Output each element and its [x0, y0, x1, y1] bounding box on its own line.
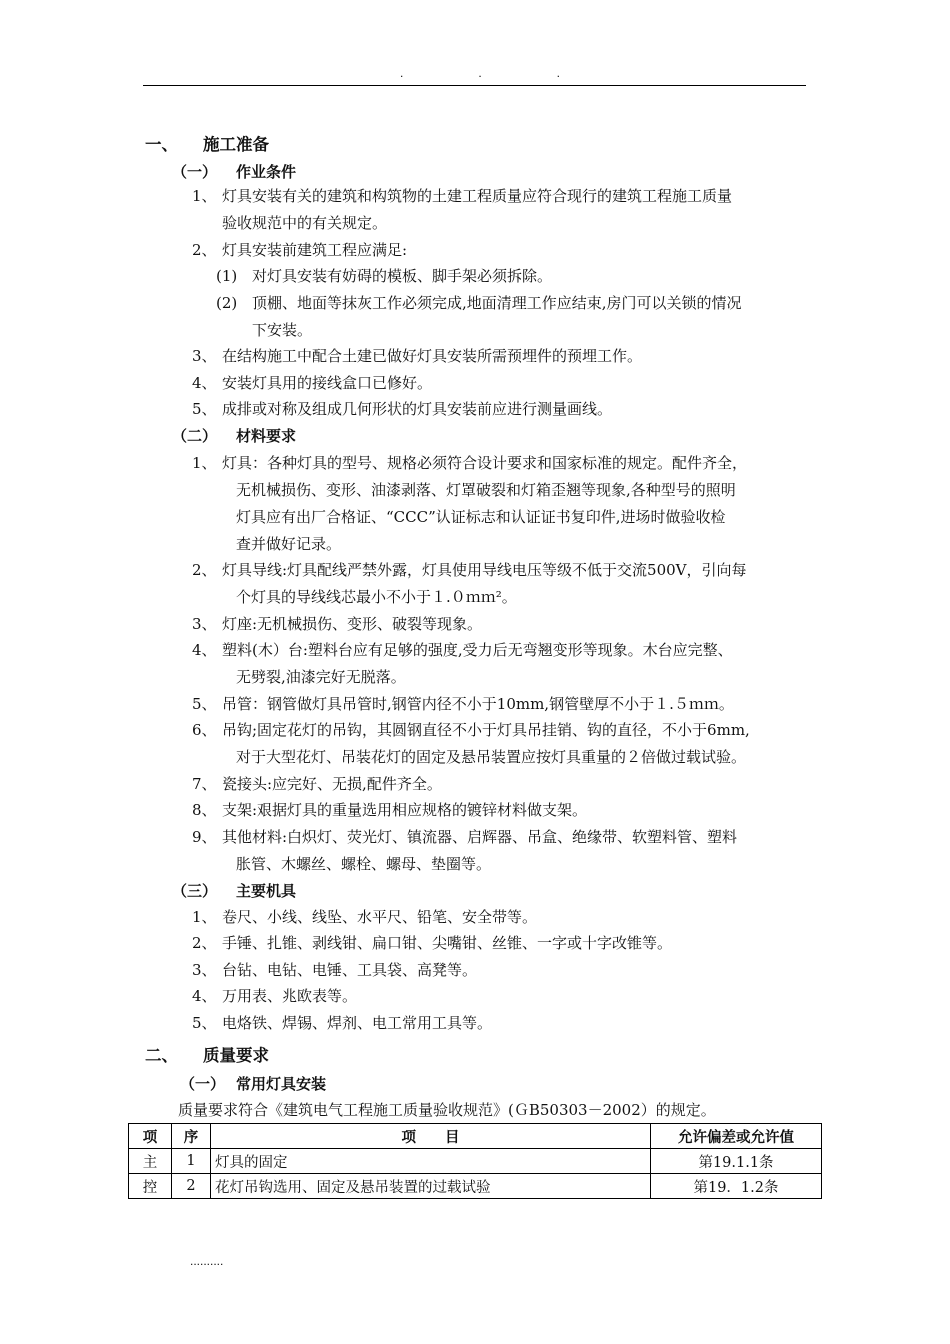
table-cell-value: 第19．1.2条 [651, 1174, 822, 1199]
item-text: 台钻、电钻、电锤、工具袋、高凳等。 [222, 961, 478, 979]
list-item [192, 186, 732, 206]
list-item-continuation: 查并做好记录。 [236, 535, 342, 553]
list-item [192, 560, 747, 580]
list-item-continuation: 胀管、木螺丝、螺栓、螺母、垫圈等。 [236, 855, 492, 873]
subsection-number: （二） [172, 427, 218, 445]
list-item [192, 720, 750, 740]
item-text: 灯具导线:灯具配线严禁外露，灯具使用导线电压等级不低于交流500V，引向每 [222, 561, 747, 579]
subsection-title: 作业条件 [236, 163, 297, 181]
item-text: 其他材料:白炽灯、荧光灯、镇流器、启辉器、吊盒、绝缘带、软塑料管、塑料 [222, 828, 738, 846]
table-header: 允许偏差或允许值 [651, 1124, 822, 1149]
list-item [192, 827, 737, 847]
header-dot: . [556, 66, 560, 80]
section-1-title: 施工准备 [203, 135, 269, 154]
item-number: 8、 [192, 801, 217, 819]
item-number: 3、 [192, 615, 217, 633]
item-number: 2、 [192, 934, 217, 952]
list-item [192, 373, 432, 393]
item-text: 电烙铁、焊锡、焊剂、电工常用工具等。 [222, 1014, 493, 1032]
item-number: 4、 [192, 987, 217, 1005]
item-text: 吊管：钢管做灯具吊管时,钢管内径不小于10mm,钢管壁厚不小于１.５ｍｍ。 [222, 695, 734, 713]
list-item [192, 640, 733, 660]
list-item [192, 399, 612, 419]
subsection-title: 材料要求 [236, 427, 297, 445]
item-text: 卷尺、小线、线坠、水平尺、铅笔、安全带等。 [222, 908, 538, 926]
table-cell-value: 第19.1.1条 [651, 1149, 822, 1174]
item-text: 塑料(木）台:塑料台应有足够的强度,受力后无弯翘变形等现象。木台应完整、 [222, 641, 733, 659]
item-text: 对灯具安装有妨碍的模板、脚手架必须拆除。 [252, 267, 553, 285]
subsection-title: 常用灯具安装 [236, 1075, 327, 1093]
subsection-1-3-heading [172, 881, 296, 901]
list-item [192, 933, 672, 953]
header-rule [143, 85, 806, 86]
item-number: 5、 [192, 695, 217, 713]
item-text: 瓷接头:应完好、无损,配件齐全。 [222, 775, 442, 793]
list-item [192, 614, 482, 634]
item-text: 支架:艰据灯具的重量选用相应规格的镀锌材料做支架。 [222, 801, 588, 819]
item-text: 灯座:无机械损伤、变形、破裂等现象。 [222, 615, 483, 633]
table-cell-seq: 2 [172, 1174, 211, 1199]
item-text: 顶棚、地面等抹灰工作必须完成,地面清理工作应结束,房门可以关锁的情况 [252, 294, 742, 312]
item-number: 3、 [192, 347, 217, 365]
table-cell-seq: 1 [172, 1149, 211, 1174]
list-item-continuation: 对于大型花灯、吊装花灯的固定及悬吊装置应按灯具重量的２倍做过载试验。 [236, 748, 747, 766]
item-number: (1) [216, 267, 238, 285]
footer-dots: .......... [190, 1254, 224, 1268]
item-text: 吊钩;固定花灯的吊钩，其圆钢直径不小于灯具吊挂销、钩的直径，不小于6mm, [222, 721, 750, 739]
quality-table [128, 1123, 822, 1199]
list-item-continuation: 无机械损伤、变形、油漆剥落、灯罩破裂和灯箱歪翘等现象,各种型号的照明 [236, 481, 736, 499]
header-dots [400, 66, 560, 82]
header-dot: . [478, 66, 482, 80]
header-dot: . [400, 66, 404, 80]
table-header: 项 目 [211, 1124, 651, 1149]
list-item [192, 907, 537, 927]
subsection-2-1-heading [180, 1074, 326, 1094]
quality-intro: 质量要求符合《建筑电气工程施工质量验收规范》(ＧB50303－2002）的规定。 [178, 1101, 716, 1119]
item-text: 手锤、扎锥、剥线钳、扁口钳、尖嘴钳、丝锥、一字或十字改锥等。 [222, 934, 673, 952]
list-item [192, 774, 442, 794]
list-item-continuation: 下安装。 [252, 321, 313, 339]
item-text: 安装灯具用的接线盒口已修好。 [222, 374, 433, 392]
table-header-row [129, 1124, 822, 1149]
item-text: 成排或对称及组成几何形状的灯具安装前应进行测量画线。 [222, 400, 613, 418]
item-number: 9、 [192, 828, 217, 846]
section-1-heading [145, 135, 269, 155]
section-2-number: 二、 [145, 1046, 178, 1065]
item-number: 2、 [192, 241, 217, 259]
subsection-title: 主要机具 [236, 882, 297, 900]
item-number: 1、 [192, 908, 217, 926]
table-row [129, 1174, 822, 1199]
subsection-1-2-heading [172, 426, 296, 446]
table-cell-item: 灯具的固定 [211, 1149, 651, 1174]
item-number: 5、 [192, 1014, 217, 1032]
item-text: 灯具安装有关的建筑和构筑物的土建工程质量应符合现行的建筑工程施工质量 [222, 187, 733, 205]
section-1-number: 一、 [145, 135, 178, 154]
list-item [192, 453, 747, 473]
section-2-heading [145, 1046, 269, 1066]
item-number: 4、 [192, 641, 217, 659]
table-row [129, 1149, 822, 1174]
list-item [192, 346, 642, 366]
item-number: 7、 [192, 775, 217, 793]
sub-list-item [216, 266, 552, 286]
subsection-1-1-heading [172, 162, 296, 182]
item-number: 2、 [192, 561, 217, 579]
item-number: (2) [216, 294, 238, 312]
list-item-continuation: 个灯具的导线线芯最小不小于１.０ｍｍ²。 [236, 588, 517, 606]
subsection-number: （一） [180, 1075, 226, 1093]
list-item [192, 240, 407, 260]
section-2-title: 质量要求 [203, 1046, 269, 1065]
table-cell-item: 花灯吊钩选用、固定及悬吊装置的过载试验 [211, 1174, 651, 1199]
list-item [192, 960, 477, 980]
item-number: 4、 [192, 374, 217, 392]
list-item [192, 1013, 492, 1033]
item-number: 5、 [192, 400, 217, 418]
group-label: 主 [129, 1149, 172, 1174]
list-item-continuation: 灯具应有出厂合格证、“CCC”认证标志和认证证书复印件,进场时做验收检 [236, 508, 726, 526]
list-item [192, 800, 587, 820]
group-label: 控 [129, 1174, 172, 1199]
table-header: 项 [129, 1124, 172, 1149]
item-text: 灯具：各种灯具的型号、规格必须符合设计要求和国家标准的规定。配件齐全， [222, 454, 748, 472]
list-item-continuation: 无劈裂,油漆完好无脱落。 [236, 668, 406, 686]
item-number: 1、 [192, 454, 217, 472]
list-item [192, 694, 734, 714]
list-item-continuation: 验收规范中的有关规定。 [222, 214, 388, 232]
item-text: 万用表、兆欧表等。 [222, 987, 358, 1005]
sub-list-item [216, 293, 742, 313]
item-number: 6、 [192, 721, 217, 739]
item-text: 在结构施工中配合土建已做好灯具安装所需预埋件的预埋工作。 [222, 347, 643, 365]
subsection-number: （一） [172, 163, 218, 181]
item-number: 1、 [192, 187, 217, 205]
table-header: 序 [172, 1124, 211, 1149]
item-number: 3、 [192, 961, 217, 979]
item-text: 灯具安装前建筑工程应满足: [222, 241, 408, 259]
subsection-number: （三） [172, 882, 218, 900]
list-item [192, 986, 357, 1006]
